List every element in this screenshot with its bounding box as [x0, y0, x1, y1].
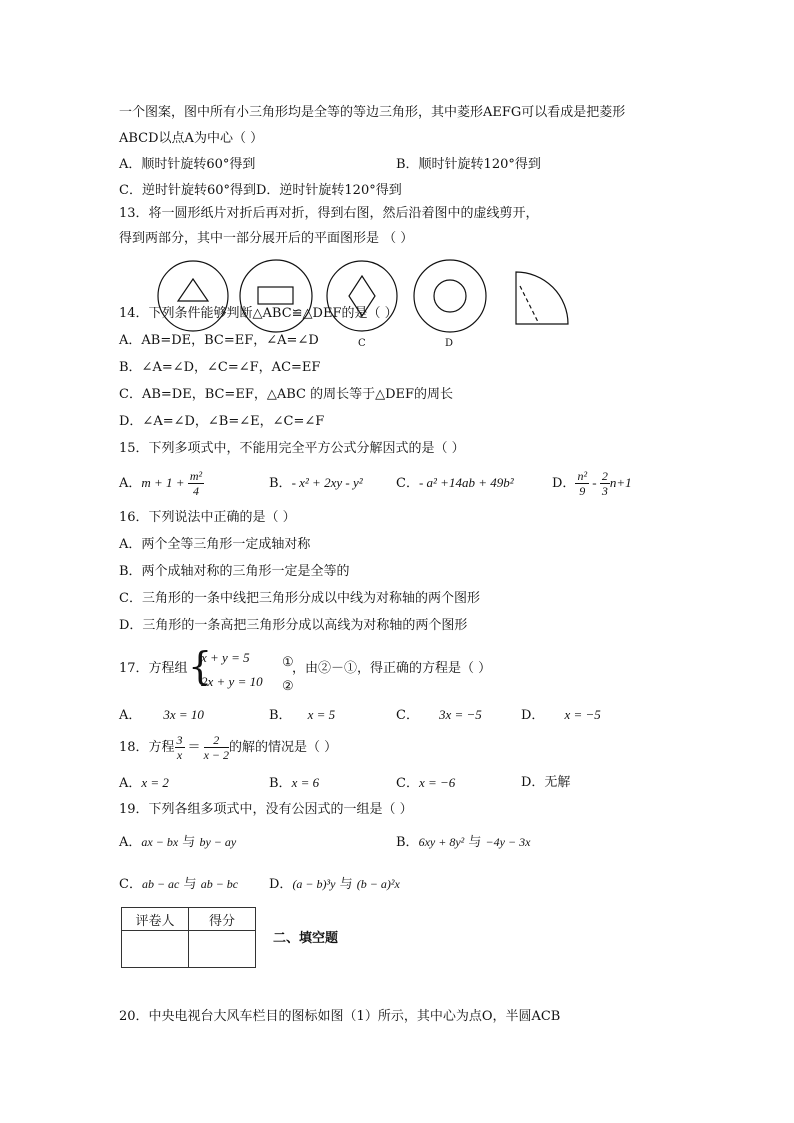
q16-option-a: A．两个全等三角形一定成轴对称 — [119, 537, 311, 552]
q17-c-label: C． — [396, 708, 419, 723]
q17-option-c — [396, 708, 482, 722]
q17-brace: { — [188, 644, 213, 688]
q18-c-expr: x = −6 — [418, 775, 456, 790]
q19-c-label: C． — [119, 877, 142, 892]
q15-b-label: B． — [269, 476, 292, 491]
q15-d-fraction-2 — [600, 469, 610, 498]
q19-a-expr-1: ax − bx — [141, 835, 179, 849]
q16-option-b: B．两个成轴对称的三角形一定是全等的 — [119, 564, 350, 579]
q17-equation-1: x + y = 5 — [201, 650, 250, 665]
q14-option-b: B．∠A=∠D，∠C=∠F，AC=EF — [119, 360, 321, 375]
q18-label: 18．方程 — [119, 740, 175, 755]
q17-label: 17．方程组 — [119, 661, 188, 676]
figure-b-circle — [240, 260, 312, 332]
intro-line-1: 一个图案，图中所有小三角形均是全等的等边三角形，其中菱形AEFG可以看成是把菱形 — [119, 105, 626, 120]
q18-a-expr: x = 2 — [141, 775, 169, 790]
q19-b-expr-1: 6xy + 8y² — [418, 835, 465, 849]
grader-header: 评卷人 — [122, 908, 189, 931]
q14-option-c: C．AB=DE，BC=EF，△ABC 的周长等于△DEF的周长 — [119, 387, 454, 402]
intro-line-2: ABCD以点A为中心（ ） — [119, 131, 264, 146]
q17-a-label: A． — [119, 708, 142, 723]
q19-a-label: A． — [119, 835, 142, 850]
figure-d-ring — [414, 260, 486, 332]
intro-option-b: B．顺时针旋转120°得到 — [396, 157, 541, 172]
q15-d-fraction-1 — [575, 469, 589, 498]
q18-c-label: C． — [396, 776, 419, 791]
q19-a-with: 与 — [182, 835, 196, 850]
q19-b-expr-2: −4y − 3x — [485, 835, 531, 849]
q19-option-d — [269, 878, 400, 891]
intro-option-cd: C．逆时针旋转60°得到D．逆时针旋转120°得到 — [119, 183, 402, 198]
q19-option-c — [119, 878, 238, 891]
q19-c-expr-2: ab − bc — [200, 877, 239, 891]
folded-paper-figure — [516, 272, 568, 324]
q18-fraction-1 — [175, 733, 185, 762]
q18-denominator-1: x — [176, 748, 183, 762]
q15-d-denominator-2: 3 — [601, 484, 608, 498]
q19-d-expr-1: (a − b)³y — [292, 877, 336, 891]
q15-a-label: A． — [119, 476, 142, 491]
cut-dashed-line — [520, 286, 539, 324]
q15-d-minus: - — [589, 475, 600, 490]
q17-option-d — [521, 708, 601, 722]
figure-d-label: D — [445, 338, 454, 349]
q15-stem: 15．下列多项式中，不能用完全平方公式分解因式的是（ ） — [119, 441, 465, 456]
q20-stem: 20．中央电视台大风车栏目的图标如图（1）所示，其中心为点O，半圆ACB — [119, 1009, 561, 1024]
q15-d-denominator-1: 9 — [579, 484, 586, 498]
q15-option-a — [119, 466, 204, 501]
score-header: 得分 — [189, 908, 256, 931]
q19-d-expr-2: (b − a)²x — [356, 877, 400, 891]
q18-option-c — [396, 776, 455, 790]
q17-d-label: D． — [521, 708, 545, 723]
grader-cell[interactable] — [122, 931, 189, 968]
q17-d-expr: x = −5 — [564, 707, 601, 722]
q15-c-expr: - a² +14ab + 49b² — [418, 475, 514, 490]
section-heading: 二、填空题 — [273, 931, 339, 946]
q15-option-d — [552, 466, 632, 501]
q17-b-expr: x = 5 — [307, 707, 336, 722]
q19-d-with: 与 — [339, 877, 353, 892]
q15-d-tail: n+1 — [609, 475, 632, 490]
figure-b-circle-rectangle — [240, 260, 312, 332]
q18-equals: ＝ — [187, 740, 201, 755]
q15-b-expr: - x² + 2xy - y² — [291, 475, 363, 490]
q16-stem: 16．下列说法中正确的是（ ） — [119, 510, 296, 525]
q15-c-label: C． — [396, 476, 419, 491]
q15-d-numerator-1: n² — [577, 469, 588, 483]
intro-option-a: A．顺时针旋转60°得到 — [119, 157, 256, 172]
q18-option-d: D．无解 — [521, 775, 571, 790]
q18-numerator-1: 3 — [176, 733, 183, 747]
score-table — [121, 907, 256, 968]
q17-mark-1: ① — [282, 655, 294, 670]
q17-a-expr: 3x = 10 — [163, 707, 204, 722]
q14-option-a: A．AB=DE，BC=EF，∠A=∠D — [119, 333, 319, 348]
q15-a-numerator: m² — [189, 469, 203, 483]
figure-a-triangle — [178, 279, 208, 301]
score-table-blank-row — [122, 931, 256, 968]
q15-d-numerator-2: 2 — [601, 469, 608, 483]
q15-d-label: D． — [552, 476, 576, 491]
q18-option-b — [269, 776, 319, 790]
q17-b-label: B． — [269, 708, 292, 723]
q18-numerator-2: 2 — [204, 733, 229, 748]
q19-stem: 19．下列各组多项式中，没有公因式的一组是（ ） — [119, 802, 413, 817]
q19-option-a — [119, 836, 236, 849]
q18-b-expr: x = 6 — [291, 775, 320, 790]
folded-paper-sector — [516, 272, 568, 324]
q14-stem: 14．下列条件能够判断△ABC≌△DEF的是（ ） — [119, 306, 398, 321]
q16-option-d: D．三角形的一条高把三角形分成以高线为对称轴的两个图形 — [119, 618, 468, 633]
q18-equation — [119, 730, 337, 766]
q13-line-2: 得到两部分，其中一部分展开后的平面图形是 （ ） — [119, 231, 414, 246]
figure-b-rectangle — [258, 287, 293, 304]
q15-option-b — [269, 476, 363, 490]
q18-option-a — [119, 776, 169, 790]
q14-option-d: D．∠A=∠D，∠B=∠E，∠C=∠F — [119, 414, 325, 429]
figure-d-outer-circle — [414, 260, 486, 332]
q18-a-label: A． — [119, 776, 142, 791]
q17-tail: ，由②－①，得正确的方程是（ ） — [292, 661, 492, 676]
q18-fraction-2 — [204, 733, 229, 762]
q19-a-expr-2: by − ay — [199, 835, 237, 849]
q18-b-label: B． — [269, 776, 292, 791]
q15-a-expr: m + 1 + — [141, 475, 188, 490]
q19-b-with: 与 — [468, 835, 482, 850]
q19-option-b — [396, 836, 530, 849]
q17-option-b — [269, 708, 335, 722]
score-table-header — [122, 908, 256, 931]
q15-option-c — [396, 476, 514, 490]
q15-a-fraction — [188, 469, 204, 498]
q18-denominator-2: x − 2 — [203, 748, 229, 762]
q17-mark-2: ② — [282, 679, 294, 694]
q19-d-label: D． — [269, 877, 293, 892]
q19-c-with: 与 — [183, 877, 197, 892]
q19-b-label: B． — [396, 835, 419, 850]
q17-option-a — [119, 708, 204, 722]
figure-c-label: C — [358, 338, 366, 349]
q19-c-expr-1: ab − ac — [141, 877, 180, 891]
figure-d-inner-circle — [434, 280, 466, 312]
q18-tail: 的解的情况是（ ） — [229, 740, 338, 755]
q17-c-expr: 3x = −5 — [438, 707, 482, 722]
q16-option-c: C．三角形的一条中线把三角形分成以中线为对称轴的两个图形 — [119, 591, 480, 606]
q15-a-denominator: 4 — [192, 484, 199, 498]
q13-line-1: 13．将一圆形纸片对折后再对折，得到右图，然后沿着图中的虚线剪开， — [119, 206, 539, 221]
score-cell[interactable] — [189, 931, 256, 968]
q17-equation-2: 2x + y = 10 — [201, 674, 263, 689]
